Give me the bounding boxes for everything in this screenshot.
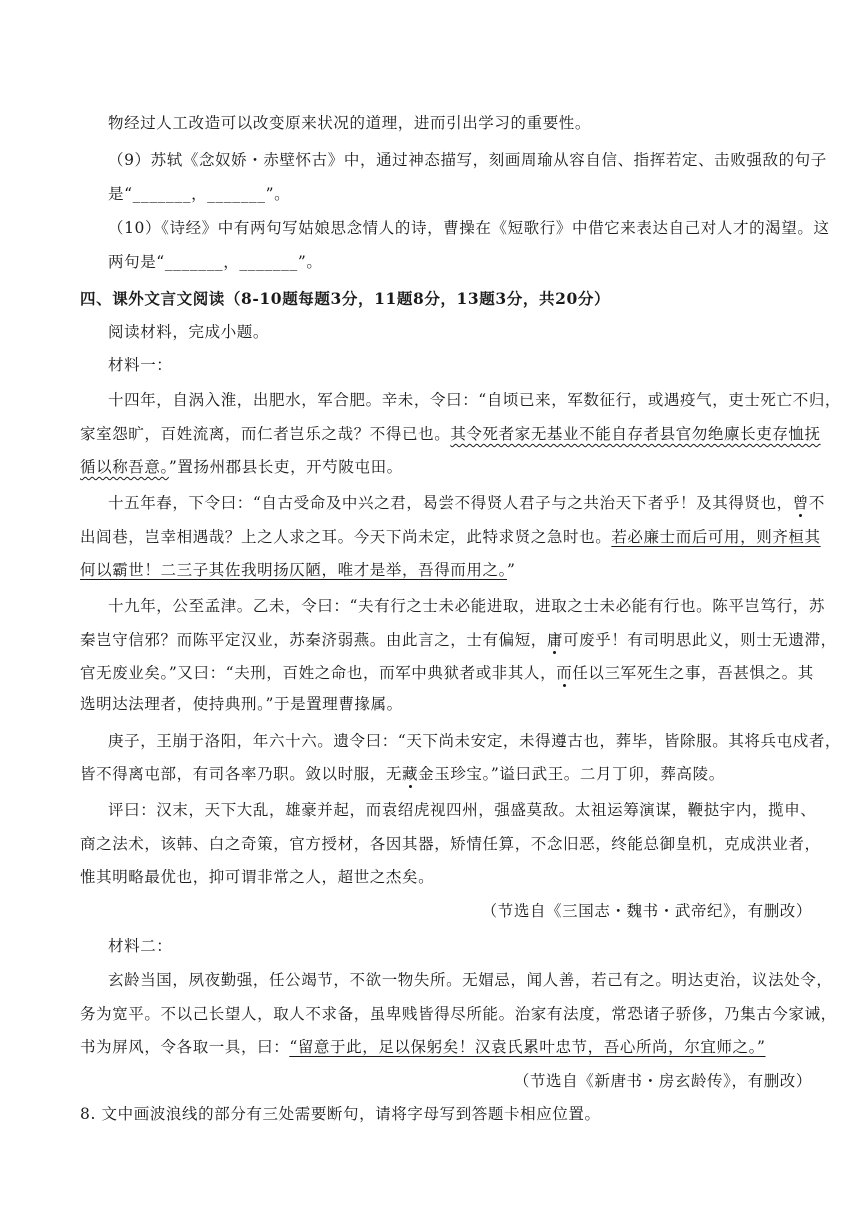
source-citation bbox=[514, 1071, 812, 1091]
text-line bbox=[108, 390, 841, 410]
line-text: 材料一： bbox=[108, 356, 173, 374]
line-text: 不 bbox=[808, 494, 825, 512]
question-9 bbox=[108, 150, 827, 170]
line-text: 惟其明略最优也，抑可谓非常之人，超世之杰矣。 bbox=[80, 868, 435, 886]
instruction bbox=[108, 322, 269, 342]
line-text: 8. 文中画波浪线的部分有三处需要断句，请将字母写到答题卡相应位置。 bbox=[80, 1105, 601, 1123]
text-line bbox=[108, 493, 825, 513]
line-text: 是“_______，_______”。 bbox=[108, 185, 291, 203]
material-2-label bbox=[108, 936, 172, 956]
line-text: 评曰：汉末，天下大乱，雄豪并起，而袁绍虎视四州，强盛莫敌。太祖运筹演谋，鞭挞宇内，揽申、 bbox=[108, 801, 817, 819]
dotted-character: 藏 bbox=[402, 765, 419, 783]
line-text: 十四年，自涡入淮，出肥水，军合肥。辛未，令曰：“自顷已来，军数征行，或遇疫气，吏士死亡不归， bbox=[108, 391, 842, 409]
wavy-underlined-passage: 其令死者家无基业不能自存者县官勿绝廪长吏存恤抚 bbox=[450, 425, 821, 443]
dotted-character: 而 bbox=[556, 664, 573, 682]
text-line bbox=[80, 630, 837, 650]
line-text: 四、课外文言文阅读（8-10题每题3分，11题8分，13题3分，共20分） bbox=[80, 289, 611, 308]
text-line bbox=[80, 424, 821, 444]
line-text: （节选自《新唐书・房玄龄传》，有删改） bbox=[513, 1072, 812, 1090]
text-line bbox=[80, 867, 434, 887]
line-text: 商之法术，该韩、白之奇策，官方授材，各因其器，矫情任算，不念旧恶，终能总御皇机，克成洪业者， bbox=[80, 835, 821, 853]
text-line bbox=[80, 764, 725, 784]
material-1-label bbox=[108, 355, 172, 375]
text-line bbox=[80, 694, 403, 714]
line-text: ”置扬州郡县长吏，开芍陂屯田。 bbox=[168, 458, 403, 476]
text-line bbox=[108, 113, 591, 133]
line-text: （节选自《三国志・魏书・武帝纪》，有删改） bbox=[481, 902, 812, 920]
text-line bbox=[80, 527, 821, 547]
text-line bbox=[108, 800, 816, 820]
line-text: 庚子，王崩于洛阳，年六十六。遗令曰：“天下尚未安定，未得遵古也，葬毕，皆除服。其将兵屯戍者， bbox=[108, 732, 842, 750]
wavy-underlined-passage: 循以称吾意。 bbox=[80, 458, 169, 476]
line-text: （9）苏轼《念奴娇・赤壁怀古》中，通过神态描写，刻画周瑜从容自信、指挥若定、击败强敌的句子 bbox=[108, 151, 827, 169]
text-line bbox=[108, 970, 833, 990]
text-line bbox=[80, 1037, 766, 1057]
dotted-character: 庸 bbox=[546, 631, 564, 649]
text-line bbox=[108, 596, 825, 616]
line-text: ” bbox=[506, 561, 516, 579]
text-line bbox=[80, 834, 821, 854]
source-citation bbox=[482, 901, 812, 921]
underlined-passage: 若必廉士而后可用，则齐桓其 bbox=[611, 528, 821, 546]
line-text: 务为宽平。不以己长望人，取人不求备，虽卑贱皆得尽所能。治家有法度，常恐诸子骄侈，乃集古今家诫， bbox=[80, 1005, 837, 1023]
underlined-passage: 何以霸世！二三子其佐我明扬仄陋，唯才是举，吾得而用之。 bbox=[80, 561, 507, 579]
line-text: 十五年春，下令曰：“自古受命及中兴之君，曷尝不得贤人君子与之共治天下者乎！及其得贤也， bbox=[108, 494, 793, 512]
text-line bbox=[80, 663, 814, 683]
line-text: 官无废业矣。”又曰：“夫刑，百姓之命也，而军中典狱者或非其人， bbox=[80, 664, 557, 682]
text-line bbox=[108, 731, 841, 751]
line-text: （10）《诗经》中有两句写姑娘思念情人的诗，曹操在《短歌行》中借它来表达自己对人才的渴望。这 bbox=[108, 219, 830, 237]
line-text: 家室怨旷，百姓流离，而仁者岂乐之哉？不得已也。 bbox=[80, 425, 451, 443]
underlined-passage: “留意于此，足以保躬矣！汉袁氏累叶忠节，吾心所尚，尔宜师之。” bbox=[289, 1038, 766, 1056]
line-text: 皆不得离屯部，有司各率乃职。敛以时服，无 bbox=[80, 765, 403, 783]
section-heading bbox=[80, 289, 610, 309]
line-text: 物经过人工改造可以改变原来状况的道理，进而引出学习的重要性。 bbox=[108, 114, 592, 132]
line-text: 阅读材料，完成小题。 bbox=[108, 323, 270, 341]
line-text: 十九年，公至孟津。乙未，令曰：“夫有行之士未必能进取，进取之士未必能有行也。陈平岂笃行，苏 bbox=[108, 597, 825, 615]
line-text: 出闾巷，岂幸相遇哉？上之人求之耳。今天下尚未定，此特求贤之急时也。 bbox=[80, 528, 612, 546]
text-line bbox=[80, 457, 403, 477]
line-text: 材料二： bbox=[108, 937, 173, 955]
line-text: 书为屏风，令各取一具，曰： bbox=[80, 1038, 290, 1056]
dotted-character: 曾 bbox=[792, 494, 809, 512]
question-8 bbox=[80, 1104, 601, 1124]
question-10-blank bbox=[108, 252, 322, 272]
question-9-blank bbox=[108, 184, 290, 204]
line-text: 选明达法理者，使持典刑。”于是置理曹掾属。 bbox=[80, 695, 403, 713]
line-text: 玄龄当国，夙夜勤强，任公竭节，不欲一物失所。无媢忌，闻人善，若己有之。明达吏治，议法处令， bbox=[108, 971, 833, 989]
line-text: 任以三军死生之事，吾甚惧之。其 bbox=[572, 664, 814, 682]
line-text: 两句是“_______，_______”。 bbox=[108, 253, 323, 271]
line-text: 金玉珍宝。”谥曰武王。二月丁卯，葬高陵。 bbox=[418, 765, 725, 783]
line-text: 可废乎！有司明思此义，则士无遗滞， bbox=[563, 631, 837, 649]
text-line bbox=[80, 1004, 837, 1024]
question-10 bbox=[108, 218, 830, 238]
line-text: 秦岂守信邪？而陈平定汉业，苏秦济弱燕。由此言之，士有偏短， bbox=[80, 631, 547, 649]
text-line bbox=[80, 560, 515, 580]
